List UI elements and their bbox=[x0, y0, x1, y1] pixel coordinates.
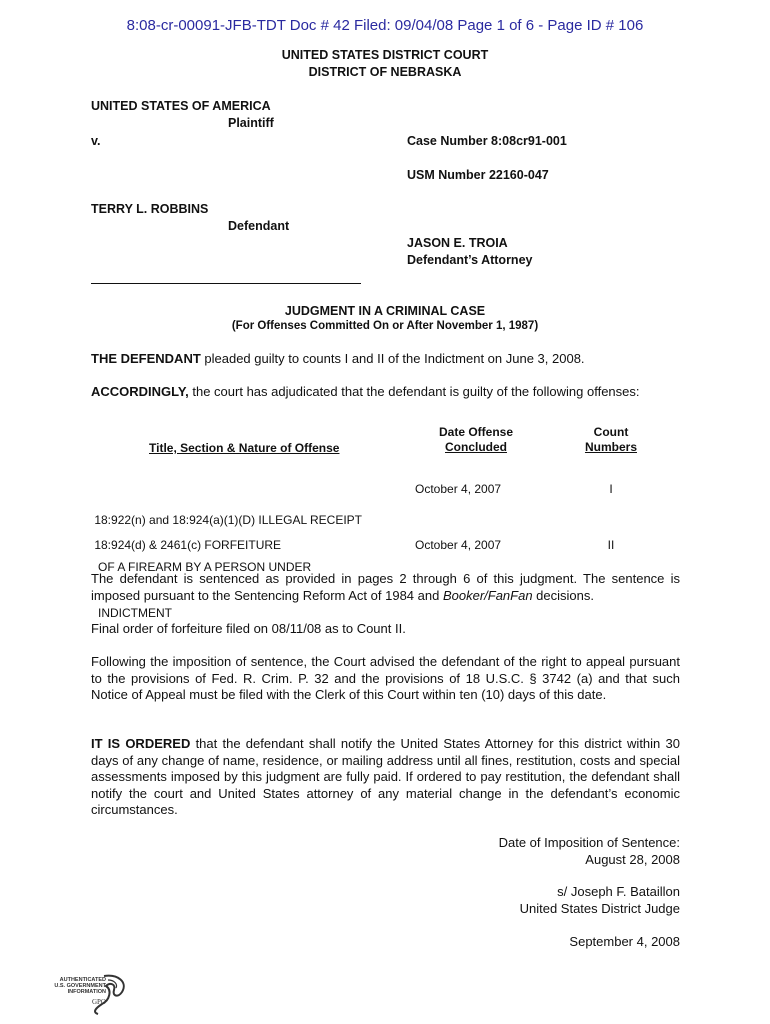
table-header-date bbox=[406, 425, 546, 454]
court-name: UNITED STATES DISTRICT COURT bbox=[281, 48, 489, 62]
caption-rule bbox=[91, 283, 361, 284]
gpo-seal-line3: INFORMATION bbox=[67, 989, 106, 996]
offense-1-line3: INDICTMENT bbox=[98, 606, 172, 620]
plea-text: pleaded guilty to counts I and II of the Indictment on June 3, 2008. bbox=[200, 351, 585, 366]
attorney-name: JASON E. TROIA bbox=[407, 236, 508, 250]
forfeiture-paragraph: Final order of forfeiture filed on 08/11/08 as to Count II. bbox=[91, 621, 406, 636]
offense-1-count: I bbox=[609, 482, 613, 496]
ordered-paragraph bbox=[91, 736, 680, 819]
imposition-date: August 28, 2008 bbox=[585, 852, 680, 867]
table-header-count bbox=[571, 425, 651, 454]
judgment-subtitle: (For Offenses Committed On or After November 1, 1987) bbox=[231, 320, 539, 332]
plea-paragraph bbox=[91, 351, 680, 368]
attorney-role: Defendant’s Attorney bbox=[407, 253, 533, 267]
adjudication-text: the court has adjudicated that the defendant is guilty of the following offenses: bbox=[188, 384, 640, 399]
gpo-seal-line1: AUTHENTICATED bbox=[59, 977, 106, 983]
adjudication-lead: ACCORDINGLY, bbox=[91, 384, 189, 399]
signed-date: September 4, 2008 bbox=[569, 934, 680, 949]
offense-1-line1: 18:922(n) and 18:924(a)(1)(D) ILLEGAL RECEIPT bbox=[91, 513, 363, 527]
table-header-count-line2: Numbers bbox=[584, 440, 637, 454]
gpo-seal-text bbox=[38, 977, 106, 996]
sentence-text: The defendant is sentenced as provided in pages 2 through 6 of this judgment. The sentence is imposed pursuant to the Sentencing Reform Act of 1984 and bbox=[91, 571, 680, 603]
sentence-paragraph bbox=[91, 571, 680, 604]
offense-1-date: October 4, 2007 bbox=[415, 482, 502, 496]
imposition-label: Date of Imposition of Sentence: bbox=[498, 835, 680, 850]
ordered-lead: IT IS ORDERED bbox=[91, 736, 191, 751]
judge-signature: s/ Joseph F. Bataillon bbox=[557, 884, 680, 899]
usm-number: USM Number 22160-047 bbox=[407, 168, 549, 182]
table-header-count-line1: Count bbox=[593, 425, 629, 439]
judge-title: United States District Judge bbox=[519, 901, 680, 916]
plaintiff-role: Plaintiff bbox=[228, 116, 274, 130]
case-number: Case Number 8:08cr91-001 bbox=[407, 134, 567, 148]
versus-label: v. bbox=[91, 134, 101, 148]
offense-2-count: II bbox=[607, 538, 615, 552]
offense-1-line2: OF A FIREARM BY A PERSON UNDER bbox=[98, 559, 312, 574]
gpo-seal-line2: U.S. GOVERNMENT bbox=[54, 983, 106, 990]
sentence-text-after: decisions. bbox=[532, 587, 594, 603]
filing-stamp-header: 8:08-cr-00091-JFB-TDT Doc # 42 Filed: 09/04/08 Page 1 of 6 - Page ID # 106 bbox=[126, 17, 644, 34]
court-district: DISTRICT OF NEBRASKA bbox=[308, 65, 462, 79]
adjudication-paragraph bbox=[91, 384, 680, 401]
gpo-mark: GPO bbox=[91, 998, 106, 1006]
table-header-offense: Title, Section & Nature of Offense bbox=[149, 441, 340, 455]
defendant-name: TERRY L. ROBBINS bbox=[91, 202, 209, 216]
table-header-date-line1: Date Offense bbox=[438, 425, 514, 439]
defendant-role: Defendant bbox=[228, 219, 290, 233]
ordered-text: that the defendant shall notify the United States Attorney for this district within 30 days of any change of name, residence, or mailing address until all fines, restitution, costs and special assessments imposed by this judgment are fully paid. If ordered to pay restitution, the defendant shall notify the court and United States attorney of any material change in the defendant’s economic circumstances. bbox=[91, 736, 680, 817]
plaintiff-name: UNITED STATES OF AMERICA bbox=[91, 99, 271, 113]
offense-2-date: October 4, 2007 bbox=[415, 538, 502, 552]
gpo-seal bbox=[38, 972, 130, 1016]
table-header-date-line2: Concluded bbox=[445, 440, 507, 454]
sentence-italic: Booker/FanFan bbox=[442, 587, 533, 603]
appeal-paragraph: Following the imposition of sentence, the Court advised the defendant of the right to appeal pursuant to the provisions of Fed. R. Crim. P. 32 and the provisions of 18 U.S.C. § 3742 (a) and that such Notice of Appeal must be filed with the Clerk of this Court within ten (10) days of this date. bbox=[91, 654, 680, 702]
plea-lead: THE DEFENDANT bbox=[91, 351, 201, 366]
judgment-title: JUDGMENT IN A CRIMINAL CASE bbox=[284, 304, 486, 318]
offense-2-title: 18:924(d) & 2461(c) FORFEITURE bbox=[91, 538, 282, 552]
